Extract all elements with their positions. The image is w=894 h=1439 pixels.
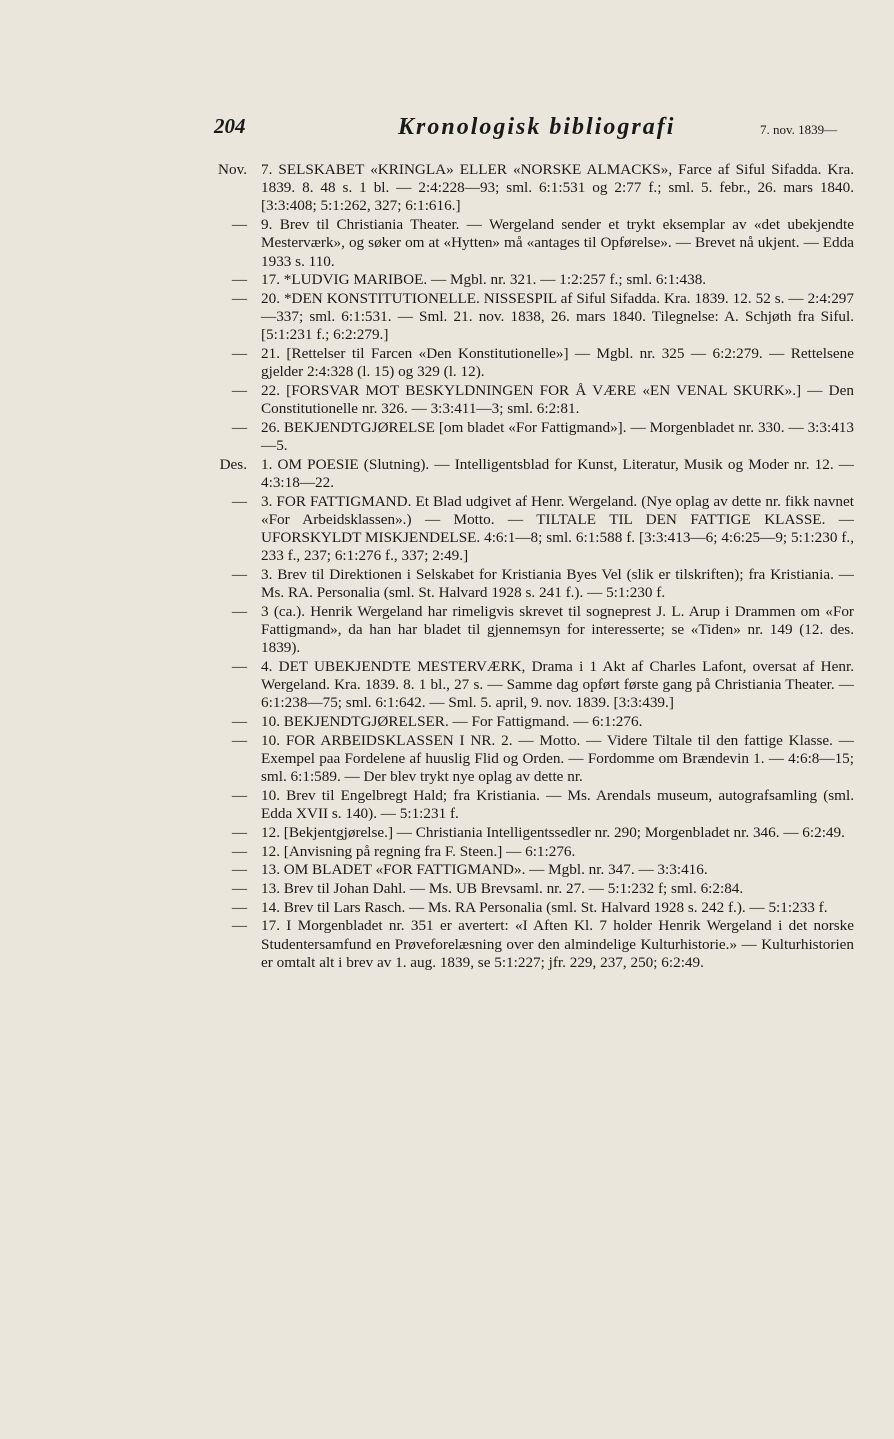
entry bbox=[0, 713, 894, 731]
entry-text: 17. I Morgenbladet nr. 351 er avertert: «I Aften Kl. 7 holder Henrik Wergeland i det norske Studentersamfund en Prøveforelæsning over den almindelige Kulturhistorie.» — Kulturhistorien er omtalt alt i brev av 1. aug. 1839, se 5:1:227; jfr. 229, 237, 250; 6:2:49. bbox=[261, 917, 854, 971]
entry-label-text: Nov. bbox=[218, 161, 247, 178]
entry-label-text: — bbox=[231, 713, 247, 731]
entry-date-label bbox=[0, 271, 261, 289]
entry-text: 4. DET UBEKJENDTE MESTERVÆRK, Drama i 1 Akt af Charles Lafont, oversat af Henr. Wergeland. Kra. 1839. 8. 1 bl., 27 s. — Samme dag opført første gang på Christiania Theater. — 6:1:238—75; sml. 6:1:642. — Sml. 5. april, 9. nov. 1839. [3:3:439.] bbox=[261, 657, 854, 712]
entry-text: 12. [Anvisning på regning fra F. Steen.] — 6:1:276. bbox=[261, 842, 576, 860]
entry-text: 22. [FORSVAR MOT BESKYLDNINGEN FOR Å VÆRE «EN VENAL SKURK».] — Den Constitutionelle nr. 326. — 3:3:411—3; sml. 6:2:81. bbox=[261, 381, 854, 418]
entry-date-label bbox=[0, 345, 261, 381]
entry-date-label bbox=[0, 899, 261, 917]
entry-date-label bbox=[0, 456, 261, 492]
entry-date-label bbox=[0, 658, 261, 713]
entry-date-label bbox=[0, 290, 261, 345]
entry-date-label bbox=[0, 843, 261, 861]
entry-text: 9. Brev til Christiania Theater. — Wergeland sender et trykt eksemplar av «det ubekjendte Mesterværk», og søker om at «Hytten» må «antages til Opførelse». — Brevet nå ukjent. — Edda 1933 s. 110. bbox=[261, 216, 854, 270]
entry-label-text: — bbox=[231, 898, 247, 916]
entry-text: 21. [Rettelser til Farcen «Den Konstitutionelle»] — Mgbl. nr. 325 — 6:2:279. — Rettelsene gjelder 2:4:328 (l. 15) og 329 (l. 12). bbox=[261, 345, 854, 381]
page-number: 204 bbox=[214, 114, 246, 138]
entry-date-label bbox=[0, 566, 261, 602]
entry-label-text: — bbox=[231, 879, 247, 897]
date-range: 7. nov. 1839— bbox=[760, 122, 838, 137]
entry-text: 7. SELSKABET «KRINGLA» ELLER «NORSKE ALMACKS», Farce af Siful Sifadda. Kra. 1839. 8. 48 s. 1 bl. — 2:4:228—93; sml. 6:1:531 og 2:77 f.; sml. 5. febr., 26. mars 1840. [3:3:408; 5:1:262, 327; 6:1:616.] bbox=[261, 161, 854, 215]
entry bbox=[0, 456, 894, 492]
entry bbox=[0, 880, 894, 898]
entry-label-text: — bbox=[231, 602, 247, 620]
entry-text: 10. FOR ARBEIDSKLASSEN I NR. 2. — Motto. — Videre Tiltale til den fattige Klasse. — Exempel paa Fordelene af huuslig Flid og Orden. — Fordomme om Brændevin 1. — 4:6:8—15; sml. 6:1:589. — Der blev trykt nye oplag av dette nr. bbox=[261, 731, 854, 786]
entry-date-label bbox=[0, 861, 261, 879]
entry-text: 14. Brev til Lars Rasch. — Ms. RA Personalia (sml. St. Halvard 1928 s. 242 f.). — 5:1:233 f. bbox=[261, 898, 828, 916]
entry-date-label bbox=[0, 824, 261, 842]
entry-text: 10. Brev til Engelbregt Hald; fra Kristiania. — Ms. Arendals museum, autografsamling (sml. Edda XVII s. 140). — 5:1:231 f. bbox=[261, 786, 854, 823]
entry-text: 13. Brev til Johan Dahl. — Ms. UB Brevsaml. nr. 27. — 5:1:232 f; sml. 6:2:84. bbox=[261, 879, 744, 897]
entry-date-label bbox=[0, 216, 261, 271]
entry-date-label bbox=[0, 419, 261, 455]
entry bbox=[0, 271, 894, 289]
entry-date-label bbox=[0, 917, 261, 972]
entry bbox=[0, 216, 894, 271]
entry bbox=[0, 843, 894, 861]
entry-date-label bbox=[0, 382, 261, 418]
entry-text: 20. *DEN KONSTITUTIONELLE. NISSESPIL af Siful Sifadda. Kra. 1839. 12. 52 s. — 2:4:297—337; sml. 6:1:531. — Sml. 21. nov. 1838, 26. mars 1840. Tilegnelse: A. Schjøth fra Siful. [5:1:231 f.; 6:2:279.] bbox=[261, 289, 854, 344]
entry-text: 3. Brev til Direktionen i Selskabet for Kristiania Byes Vel (slik er tilskriften); fra Kristiania. — Ms. RA. Personalia (sml. St. Halvard 1928 s. 241 f.). — 5:1:230 f. bbox=[261, 565, 854, 602]
entry-date-label bbox=[0, 161, 261, 216]
entry-label-text: — bbox=[231, 271, 247, 289]
entry-text: 3 (ca.). Henrik Wergeland har rimeligvis skrevet til sogneprest J. L. Arup i Drammen om «For Fattigmand», da han har bladet til gjennemsyn for interesserte; se «Tiden» nr. 149 (12. des. 1839). bbox=[261, 602, 854, 657]
entry-label-text: — bbox=[231, 823, 247, 841]
entry-label-text: — bbox=[231, 565, 247, 583]
entry-date-label bbox=[0, 493, 261, 566]
entry bbox=[0, 161, 894, 216]
entry-label-text: — bbox=[231, 381, 247, 399]
entry bbox=[0, 732, 894, 787]
entry bbox=[0, 824, 894, 842]
entry bbox=[0, 290, 894, 345]
entry-label-text: — bbox=[231, 289, 247, 307]
entry-text: 17. *LUDVIG MARIBOE. — Mgbl. nr. 321. — 1:2:257 f.; sml. 6:1:438. bbox=[261, 271, 707, 289]
entry-label-text: — bbox=[231, 216, 247, 234]
entry-label-text: Des. bbox=[219, 455, 247, 473]
entry-date-label bbox=[0, 787, 261, 823]
entry-date-label bbox=[0, 603, 261, 658]
entry bbox=[0, 566, 894, 602]
entry-date-label bbox=[0, 880, 261, 898]
entry-text: 1. OM POESIE (Slutning). — Intelligentsblad for Kunst, Literatur, Musik og Moder nr. 12. — 4:3:18—22. bbox=[261, 455, 854, 491]
entry-label-text: — bbox=[231, 657, 247, 675]
entry bbox=[0, 899, 894, 917]
entry-text: 3. FOR FATTIGMAND. Et Blad udgivet af Henr. Wergeland. (Nye oplag av dette nr. fikk navnet «For Arbeidsklassen».) — Motto. — TILTALE TIL DEN FATTIGE KLASSE. — UFORSKYLDT MISKJENDELSE. 4:6:1—8; sml. 6:1:588 f. [3:3:413—6; 4:6:25—9; 5:1:230 f., 233 f., 237; 6:1:276 f., 337; 2:49.] bbox=[261, 492, 854, 565]
entry-text: 12. [Bekjentgjørelse.] — Christiania Intelligentssedler nr. 290; Morgenbladet nr. 346. — 6:2:49. bbox=[261, 823, 845, 841]
entry bbox=[0, 861, 894, 879]
entry-date-label bbox=[0, 732, 261, 787]
entry-label-text: — bbox=[231, 861, 247, 879]
entry-list bbox=[0, 161, 894, 972]
entry bbox=[0, 419, 894, 455]
page-header bbox=[0, 110, 894, 150]
entry-label-text: — bbox=[231, 786, 247, 804]
entry bbox=[0, 382, 894, 418]
entry-label-text: — bbox=[231, 418, 247, 436]
entry bbox=[0, 917, 894, 972]
entry-text: 10. BEKJENDTGJØRELSER. — For Fattigmand. — 6:1:276. bbox=[261, 713, 643, 731]
entry-text: 26. BEKJENDTGJØRELSE [om bladet «For Fattigmand»]. — Morgenbladet nr. 330. — 3:3:413—5. bbox=[261, 418, 854, 455]
entry-label-text: — bbox=[231, 917, 247, 935]
running-title: Kronologisk bibliografi bbox=[398, 114, 676, 140]
entry-label-text: — bbox=[231, 492, 247, 510]
entry-label-text: — bbox=[231, 842, 247, 860]
entry bbox=[0, 658, 894, 713]
entry bbox=[0, 493, 894, 566]
entry-date-label bbox=[0, 713, 261, 731]
entry bbox=[0, 345, 894, 381]
entry-label-text: — bbox=[231, 345, 247, 363]
entry bbox=[0, 787, 894, 823]
entry-text: 13. OM BLADET «FOR FATTIGMAND». — Mgbl. nr. 347. — 3:3:416. bbox=[261, 861, 708, 879]
entry-label-text: — bbox=[231, 731, 247, 749]
entry bbox=[0, 603, 894, 658]
